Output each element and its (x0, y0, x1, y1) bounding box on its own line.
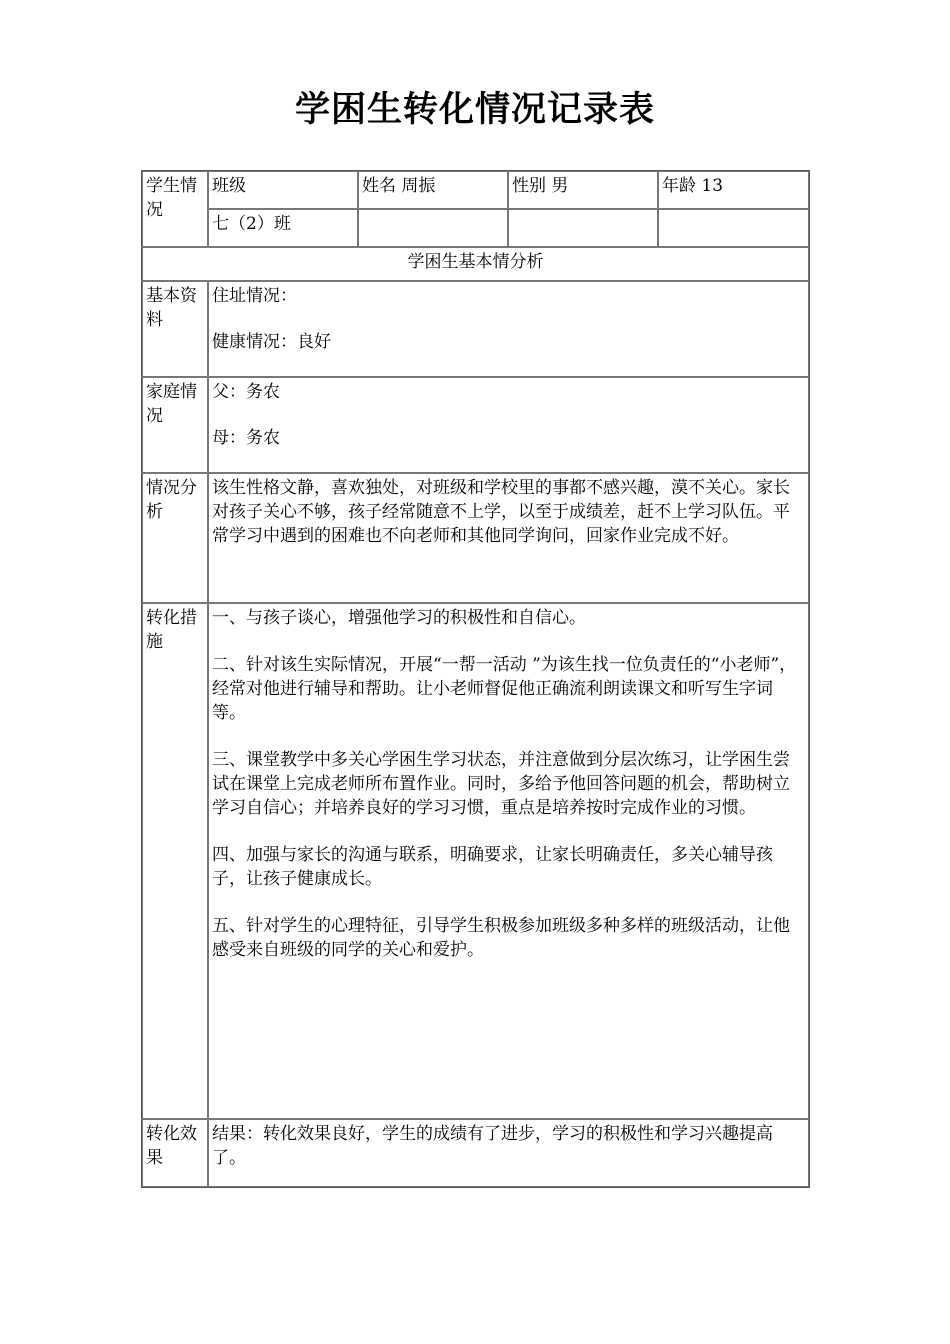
class-value: 七（2）班 (208, 209, 358, 247)
measure-item: 四、加强与家长的沟通与联系，明确要求，让家长明确责任，多关心辅导孩子，让孩子健康成长。 (212, 845, 773, 889)
analysis-header-row (142, 247, 809, 281)
gender-label: 性别 (512, 176, 546, 196)
analysis-header: 学困生基本情分析 (142, 247, 809, 281)
mother-line: 母：务农 (212, 428, 280, 448)
measure-item: 一、与孩子谈心，增强他学习的积极性和自信心。 (212, 608, 586, 628)
situation-row (142, 473, 809, 603)
measures-label: 转化措施 (142, 603, 208, 1119)
empty-cell (508, 209, 658, 247)
name-cell (358, 171, 508, 209)
age-value: 13 (701, 176, 724, 196)
empty-cell (658, 209, 809, 247)
gender-value: 男 (551, 176, 569, 196)
basic-label: 基本资料 (142, 281, 208, 377)
measures-row (142, 603, 809, 1119)
measure-item: 五、针对学生的心理特征，引导学生积极参加班级多种多样的班级活动，让他感受来自班级的同学的关心和爱护。 (212, 916, 790, 960)
record-table (141, 170, 810, 1188)
basic-content (208, 281, 809, 377)
student-values-row (142, 209, 809, 247)
father-line: 父：务农 (212, 382, 280, 402)
age-label: 年龄 (662, 176, 696, 196)
address-line: 住址情况： (212, 286, 297, 306)
document-title: 学困生转化情况记录表 (294, 90, 655, 130)
measures-content (208, 603, 809, 1119)
family-content (208, 377, 809, 473)
student-section-label: 学生情况 (142, 171, 208, 247)
effect-text: 结果：转化效果良好，学生的成绩有了进步，学习的积极性和学习兴趣提高了。 (208, 1119, 809, 1187)
situation-label: 情况分析 (142, 473, 208, 603)
family-label: 家庭情况 (142, 377, 208, 473)
basic-row (142, 281, 809, 377)
class-label-cell (208, 171, 358, 209)
measure-item: 二、针对该生实际情况，开展“一帮一活动 ”为该生找一位负责任的“小老师”，经常对他进行辅导和帮助。让小老师督促他正确流利朗读课文和听写生字词等。 (212, 655, 797, 723)
class-label: 班级 (212, 176, 246, 196)
name-label: 姓名 (362, 176, 396, 196)
age-cell (658, 171, 809, 209)
health-line: 健康情况：良好 (212, 332, 331, 352)
effect-row (142, 1119, 809, 1187)
effect-label: 转化效果 (142, 1119, 208, 1187)
measure-item: 三、课堂教学中多关心学困生学习状态，并注意做到分层次练习，让学困生尝试在课堂上完成老师所布置作业。同时，多给予他回答问题的机会，帮助树立学习自信心；并培养良好的学习习惯，重点是培养按时完成作业的习惯。 (212, 750, 790, 818)
family-row (142, 377, 809, 473)
situation-text: 该生性格文静，喜欢独处，对班级和学校里的事都不感兴趣，漠不关心。家长对孩子关心不够，孩子经常随意不上学，以至于成绩差，赶不上学习队伍。平常学习中遇到的困难也不向老师和其他同学询问，回家作业完成不好。 (208, 473, 809, 603)
student-info-row (142, 171, 809, 209)
empty-cell (358, 209, 508, 247)
gender-cell (508, 171, 658, 209)
name-value: 周振 (401, 176, 436, 196)
